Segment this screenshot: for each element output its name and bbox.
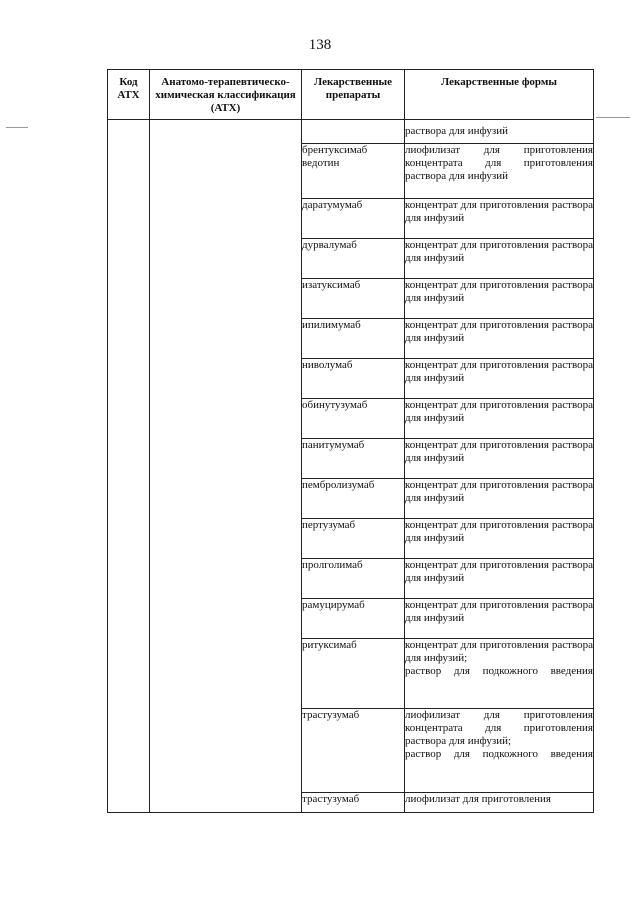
drug-cell: обинутузумаб (302, 399, 405, 439)
forms-cell (405, 239, 594, 279)
header-drugs: Лекарственные препараты (302, 70, 405, 120)
forms-cell (405, 144, 594, 199)
form-line: лиофилизат для приготовления концентрата для приготовления раствора для инфузий (405, 144, 593, 182)
drug-cell: рамуцирумаб (302, 599, 405, 639)
form-line: концентрат для приготовления раствора для инфузий (405, 479, 593, 504)
form-line: раствор для подкожного введения (405, 665, 593, 677)
drug-cell: ритуксимаб (302, 639, 405, 709)
form-line: концентрат для приготовления раствора для инфузий (405, 199, 593, 224)
form-line: концентрат для приготовления раствора для инфузий (405, 399, 593, 424)
drug-cell: панитумумаб (302, 439, 405, 479)
forms-cell (405, 519, 594, 559)
header-classification: Анатомо-терапевтическо-химическая классификация (АТХ) (150, 70, 302, 120)
form-line: концентрат для приготовления раствора для инфузий (405, 279, 593, 304)
forms-cell (405, 279, 594, 319)
header-code: Код АТХ (108, 70, 150, 120)
form-line: концентрат для приготовления раствора для инфузий (405, 439, 593, 464)
header-forms: Лекарственные формы (405, 70, 594, 120)
form-line: раствор для подкожного введения (405, 748, 593, 760)
forms-cell (405, 793, 594, 813)
forms-cell (405, 319, 594, 359)
drug-cell: пертузумаб (302, 519, 405, 559)
classification-cell (150, 120, 302, 813)
form-line: концентрат для приготовления раствора для инфузий (405, 239, 593, 264)
forms-cell (405, 399, 594, 439)
drug-cell: брентуксимаб ведотин (302, 144, 405, 199)
forms-cell (405, 479, 594, 519)
drug-cell: изатуксимаб (302, 279, 405, 319)
forms-cell (405, 639, 594, 709)
drug-cell: пролголимаб (302, 559, 405, 599)
form-line: раствора для инфузий (405, 125, 508, 137)
forms-cell (405, 120, 594, 144)
forms-cell (405, 599, 594, 639)
form-line: концентрат для приготовления раствора для инфузий (405, 319, 593, 344)
form-line: концентрат для приготовления раствора для инфузий (405, 599, 593, 624)
scan-mark-left (6, 127, 28, 128)
drug-cell (302, 120, 405, 144)
forms-cell (405, 709, 594, 793)
scan-mark-right (596, 117, 630, 118)
drug-cell: трастузумаб (302, 709, 405, 793)
drug-cell: даратумумаб (302, 199, 405, 239)
drug-cell: ниволумаб (302, 359, 405, 399)
forms-cell (405, 359, 594, 399)
drug-cell: ипилимумаб (302, 319, 405, 359)
forms-cell (405, 439, 594, 479)
drug-cell: пембролизумаб (302, 479, 405, 519)
form-line: концентрат для приготовления раствора для инфузий; (405, 639, 593, 664)
table-header-row (108, 70, 594, 120)
table-row (108, 120, 594, 144)
drug-cell: дурвалумаб (302, 239, 405, 279)
forms-cell (405, 199, 594, 239)
drug-cell: трастузумаб (302, 793, 405, 813)
forms-cell (405, 559, 594, 599)
code-cell (108, 120, 150, 813)
form-line: концентрат для приготовления раствора для инфузий (405, 359, 593, 384)
page-number: 138 (308, 37, 332, 53)
form-line: лиофилизат для приготовления (405, 793, 551, 805)
atx-table (107, 69, 594, 813)
form-line: концентрат для приготовления раствора для инфузий (405, 559, 593, 584)
form-line: лиофилизат для приготовления концентрата для приготовления раствора для инфузий; (405, 709, 593, 747)
form-line: концентрат для приготовления раствора для инфузий (405, 519, 593, 544)
